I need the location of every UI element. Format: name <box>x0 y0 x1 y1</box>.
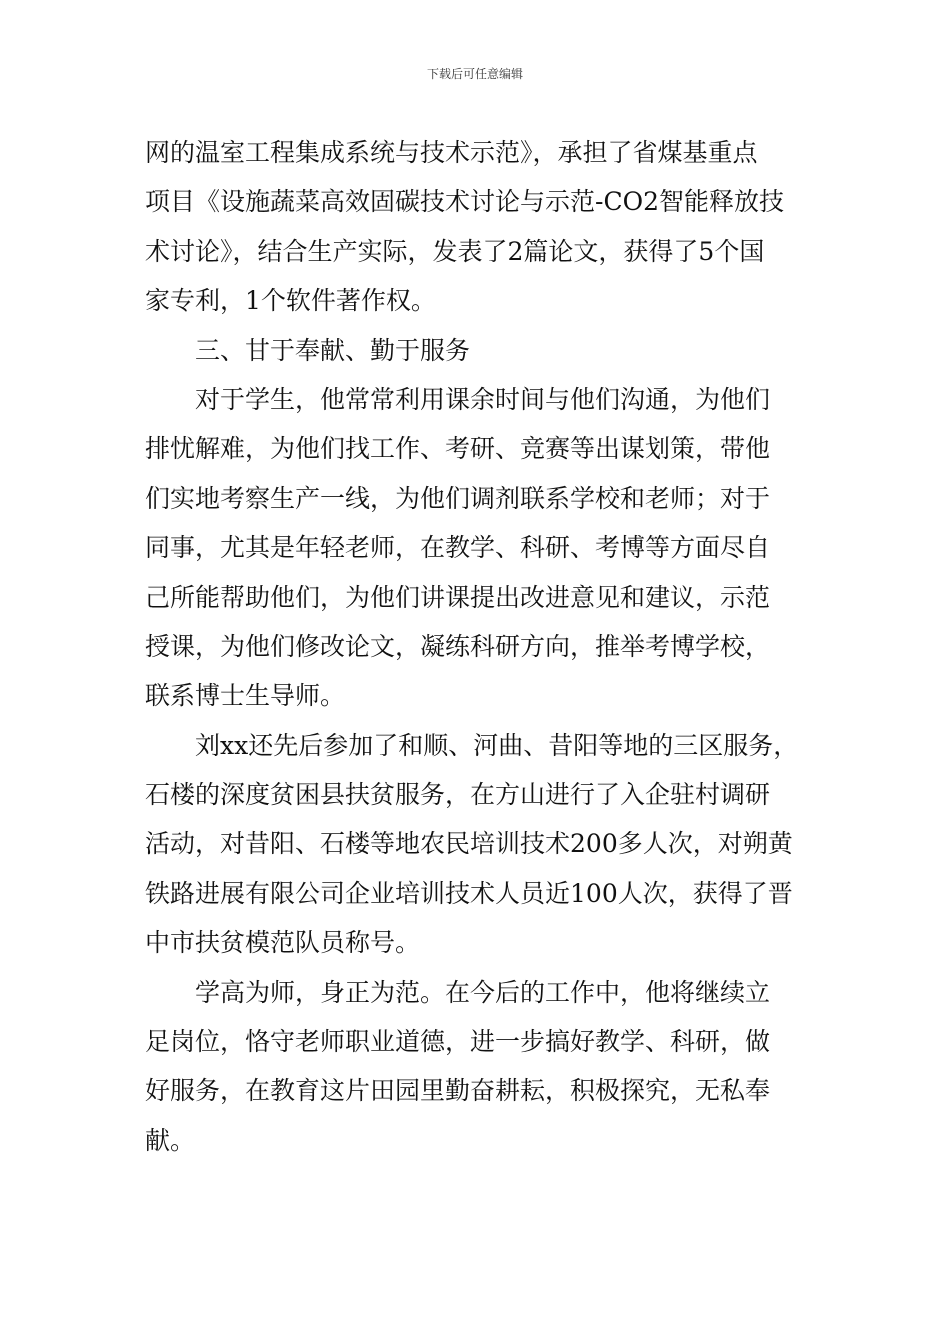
text-line: 排忧解难，为他们找工作、考研、竞赛等出谋划策，带他 <box>145 434 771 464</box>
page-header: 下载后可任意编辑 <box>426 67 523 81</box>
text-line: 己所能帮助他们，为他们讲课提出改进意见和建议，示范 <box>145 582 771 612</box>
text-line: 网的温室工程集成系统与技术示范》，承担了省煤基重点 <box>145 138 758 167</box>
text-line: 刘xx还先后参加了和顺、河曲、昔阳等地的三区服务， <box>195 730 799 760</box>
text-line: 足岗位，恪守老师职业道德，进一步搞好教学、科研，做 <box>145 1027 771 1057</box>
text-line: 铁路进展有限公司企业培训技术人员近100人次，获得了晋 <box>145 878 793 908</box>
text-line: 好服务，在教育这片田园里勤奋耕耘，积极探究，无私奉 <box>145 1076 771 1106</box>
text-line: 三、甘于奉献、勤于服务 <box>195 335 471 365</box>
document-body <box>145 128 810 1165</box>
text-line: 联系博士生导师。 <box>145 681 346 711</box>
text-line: 授课，为他们修改论文，凝练科研方向，推举考博学校， <box>145 631 771 661</box>
text-line: 家专利，1个软件著作权。 <box>145 286 436 316</box>
text-line: 石楼的深度贫困县扶贫服务，在方山进行了入企驻村调研 <box>145 780 771 810</box>
text-line: 对于学生，他常常利用课余时间与他们沟通，为他们 <box>195 384 771 414</box>
text-line: 同事，尤其是年轻老师，在教学、科研、考博等方面尽自 <box>145 533 771 563</box>
text-line: 活动，对昔阳、石楼等地农民培训技术200多人次，对朔黄 <box>145 829 793 859</box>
text-line: 献。 <box>145 1125 196 1155</box>
text-line: 术讨论》，结合生产实际，发表了2篇论文，获得了5个国 <box>145 236 765 266</box>
text-line: 们实地考察生产一线，为他们调剂联系学校和老师；对于 <box>145 483 771 513</box>
text-line: 学高为师，身正为范。在今后的工作中，他将继续立 <box>195 977 771 1007</box>
text-line: 项目《设施蔬菜高效固碳技术讨论与示范-CO2智能释放技 <box>145 187 784 217</box>
text-line: 中市扶贫模范队员称号。 <box>145 928 421 958</box>
